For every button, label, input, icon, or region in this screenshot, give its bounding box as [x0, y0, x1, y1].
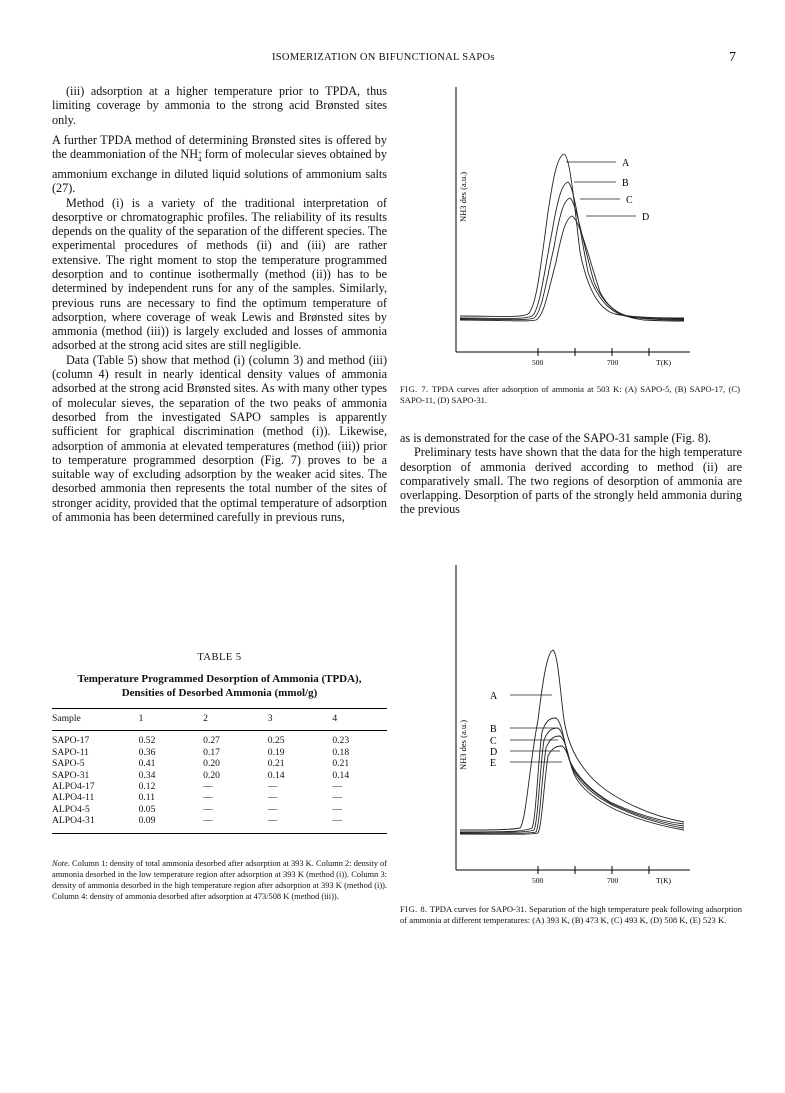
- table-5-number: TABLE 5: [197, 652, 242, 663]
- figure-8: [440, 560, 700, 890]
- curves: [460, 154, 684, 321]
- figure-7-caption: FIG. 7. TPDA curves after adsorption of ammonia at 503 K: (A) SAPO-5, (B) SAPO-17, (C) SAPO-11, (D) SAPO-31.: [400, 384, 741, 405]
- y-axis-label: NH3 des (a.u.): [458, 719, 468, 770]
- curve-label-c: C: [626, 195, 633, 206]
- curve-label-a: A: [490, 691, 498, 702]
- curve-label-d: D: [490, 747, 498, 758]
- figure-8-caption: FIG. 8. TPDA curves for SAPO-31. Separation of the high temperature peak following adsorption of ammonia at different temperatures: (A) 393 K, (B) 473 K, (C) 493 K, (D) 508 K, (E) 523 K.: [400, 904, 742, 925]
- table-row: ALPO4-31 0.09 — — —: [52, 815, 387, 833]
- table-header-row: [52, 709, 387, 731]
- paragraph: Method (i) is a variety of the traditional interpretation of desorptive or chromatographic profiles. The reliability of its results depends on the quality of the separation of the different species. The experimental procedures of methods (ii) and (iii) are rather extensive. The right moment to stop the temperature programmed desorption and to continue isothermally (method (ii)) has to be determined by independent runs for any of the samples. Similarly, previous runs are necessary to find the optimum temperature of adsorption, where coverage of weak Lewis and Brønsted sites by ammonia (method (iii)) is largely excluded and losses of ammonia adsorbed at the strong acid sites are still negligible.: [52, 195, 387, 353]
- curve-d: [460, 216, 684, 321]
- column-header: 2: [193, 709, 258, 731]
- table-5: [52, 708, 387, 834]
- table-5-note: Note. Column 1: density of total ammonia desorbed after adsorption at 393 K. Column 2: density of ammonia desorbed in the low temperature region after adsorption at 393 K (method (i)). Column 3: density of ammonia desorbed in the high temperature region after adsorption at 393 K (method (i)). Column 4: density of ammonia desorbed after adsorption at 473/508 K (method (iii)).: [52, 859, 387, 901]
- curve-b: [460, 182, 684, 319]
- curve-label-e: E: [490, 758, 497, 769]
- curve-label-c: C: [490, 736, 497, 747]
- x-tick-label: 500: [532, 876, 544, 885]
- table-row: SAPO-17 0.52 0.27 0.25 0.23: [52, 735, 350, 747]
- left-column-text: [52, 84, 387, 524]
- page-number: 7: [729, 50, 736, 65]
- column-header: 4: [322, 709, 387, 731]
- paragraph: Data (Table 5) show that method (i) (column 3) and method (iii) (column 4) result in nearly identical density values of ammonia adsorbed at the strong acid Brønsted sites. As with many other types of molecular sieves, the separation of the two peaks of ammonia desorbed from the investigated SAPO samples is apparently sufficient for graphical discrimination (method (i)). Likewise, adsorption of ammonia at elevated temperatures (method (iii)) prior to temperature programmed desorption (Fig. 7) proves to be a suitable way of excluding adsorption by the weaker acid sites. The desorbed ammonia then represents the total number of the sites of stronger acidity, provided that the optimal temperature of adsorption of ammonia has been determined carefully in previous runs,: [52, 352, 387, 525]
- table-row: SAPO-11 0.36 0.17 0.19 0.18: [52, 746, 350, 758]
- column-header: 3: [258, 709, 323, 731]
- curve-label-d: D: [642, 212, 650, 223]
- paragraph: as is demonstrated for the case of the SAPO-31 sample (Fig. 8).: [400, 431, 712, 445]
- running-title: ISOMERIZATION ON BIFUNCTIONAL SAPOs: [272, 52, 495, 63]
- column-header: Sample: [52, 709, 131, 731]
- table-row: SAPO-31 0.34 0.20 0.14 0.14: [52, 769, 350, 781]
- y-axis-label: NH3 des (a.u.): [458, 171, 468, 222]
- table-row: ALPO4-5 0.05 — — —: [52, 803, 342, 815]
- x-axis-unit: T(K): [656, 876, 671, 885]
- curve-label-b: B: [490, 724, 497, 735]
- table-row: ALPO4-17 0.12 — — —: [52, 781, 342, 793]
- curve-label-a: A: [622, 158, 630, 169]
- table-5-title: Temperature Programmed Desorption of Ammonia (TPDA), Densities of Desorbed Ammonia (mmol/g): [77, 673, 362, 699]
- column-header: 1: [131, 709, 194, 731]
- curve-label-b: B: [622, 178, 629, 189]
- paragraph: (iii) adsorption at a higher temperature prior to TPDA, thus limiting coverage by ammonia to the strong acid Brønsted sites only.: [52, 84, 387, 127]
- x-tick-label: 700: [607, 876, 619, 885]
- curve-a: [460, 154, 684, 318]
- figure-7: [440, 82, 700, 372]
- x-tick-label: 500: [532, 358, 544, 367]
- x-axis-unit: T(K): [656, 358, 671, 367]
- paragraph: A further TPDA method of determining Brønsted sites is offered by the deammoniation of the NH + $_4$ form of molecular sieves obtained by ammonium exchange in diluted liquid solutions of ammonium salts (27).: [52, 132, 387, 196]
- x-tick-label: 700: [607, 358, 619, 367]
- paragraph: Preliminary tests have shown that the data for the high temperature desorption of ammonia derived according to method (ii) are comparatively small. The two regions of desorption of ammonia are overlapping. Desorption of parts of the strongly held ammonia during the previous: [400, 445, 742, 517]
- table-row: SAPO-5 0.41 0.20 0.21 0.21: [52, 758, 350, 770]
- table-row: ALPO4-11 0.11 — — —: [52, 792, 342, 804]
- right-column-text: [400, 431, 742, 517]
